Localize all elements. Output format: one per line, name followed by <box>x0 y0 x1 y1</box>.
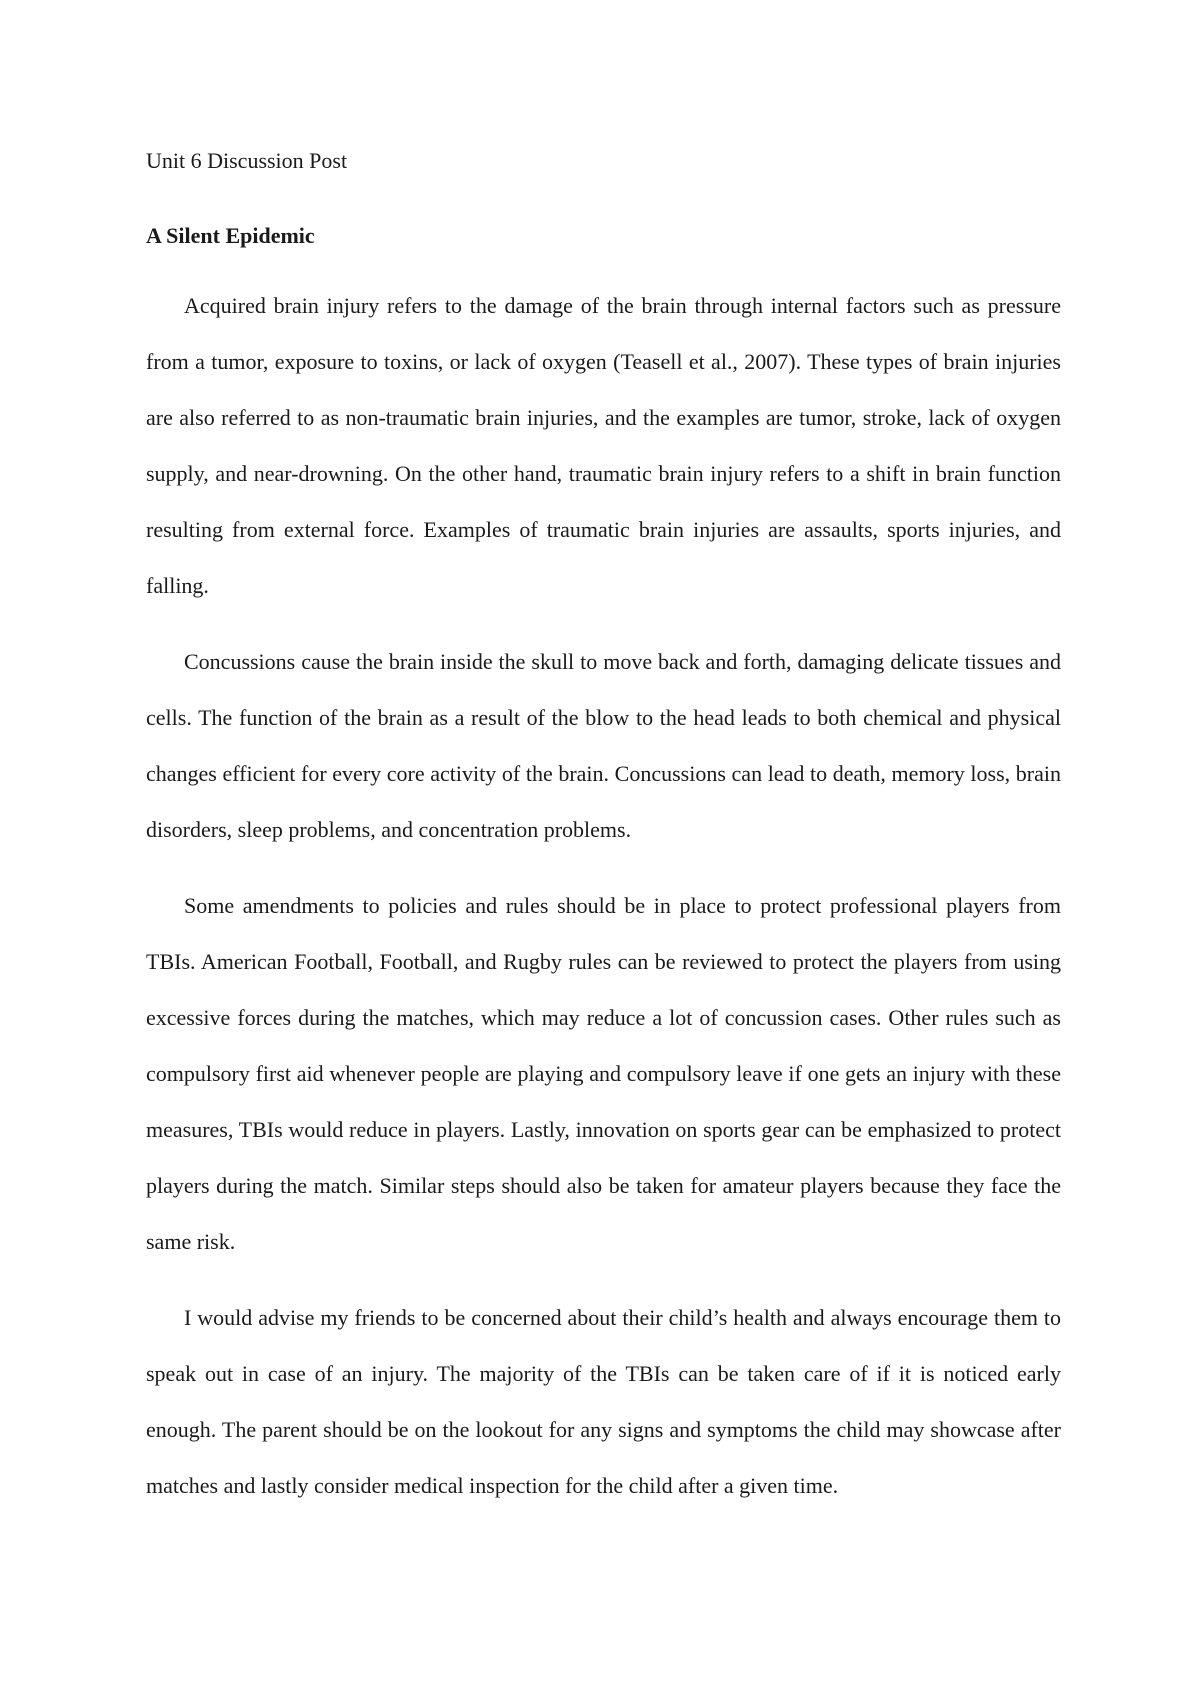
paragraph-advice-to-friends: I would advise my friends to be concerned about their child’s health and always encourage them to speak out in case of an injury. The majority of the TBIs can be taken care of if it is noticed early enough. The parent should be on the lookout for any signs and symptoms the child may showcase after matches and lastly consider medical inspection for the child after a given time. <box>146 1305 1061 1498</box>
paragraph-concussions: Concussions cause the brain inside the skull to move back and forth, damaging delicate tissues and cells. The function of the brain as a result of the blow to the head leads to both chemical and physical changes efficient for every core activity of the brain. Concussions can lead to death, memory loss, brain disorders, sleep problems, and concentration problems. <box>146 649 1061 842</box>
paragraph-acquired-brain-injury: Acquired brain injury refers to the damage of the brain through internal factors such as pressure from a tumor, exposure to toxins, or lack of oxygen (Teasell et al., 2007). These types of brain injuries are also referred to as non-traumatic brain injuries, and the examples are tumor, stroke, lack of oxygen supply, and near-drowning. On the other hand, traumatic brain injury refers to a shift in brain function resulting from external force. Examples of traumatic brain injuries are assaults, sports injuries, and falling. <box>146 293 1061 598</box>
document-title: A Silent Epidemic <box>146 223 315 248</box>
paragraph-rule-amendments: Some amendments to policies and rules should be in place to protect professional players from TBIs. American Football, Football, and Rugby rules can be reviewed to protect the players from using excessive forces during the matches, which may reduce a lot of concussion cases. Other rules such as compulsory first aid whenever people are playing and compulsory leave if one gets an injury with these measures, TBIs would reduce in players. Lastly, innovation on sports gear can be emphasized to protect players during the match. Similar steps should also be taken for amateur players because they face the same risk. <box>146 893 1061 1254</box>
document-label: Unit 6 Discussion Post <box>146 148 348 173</box>
